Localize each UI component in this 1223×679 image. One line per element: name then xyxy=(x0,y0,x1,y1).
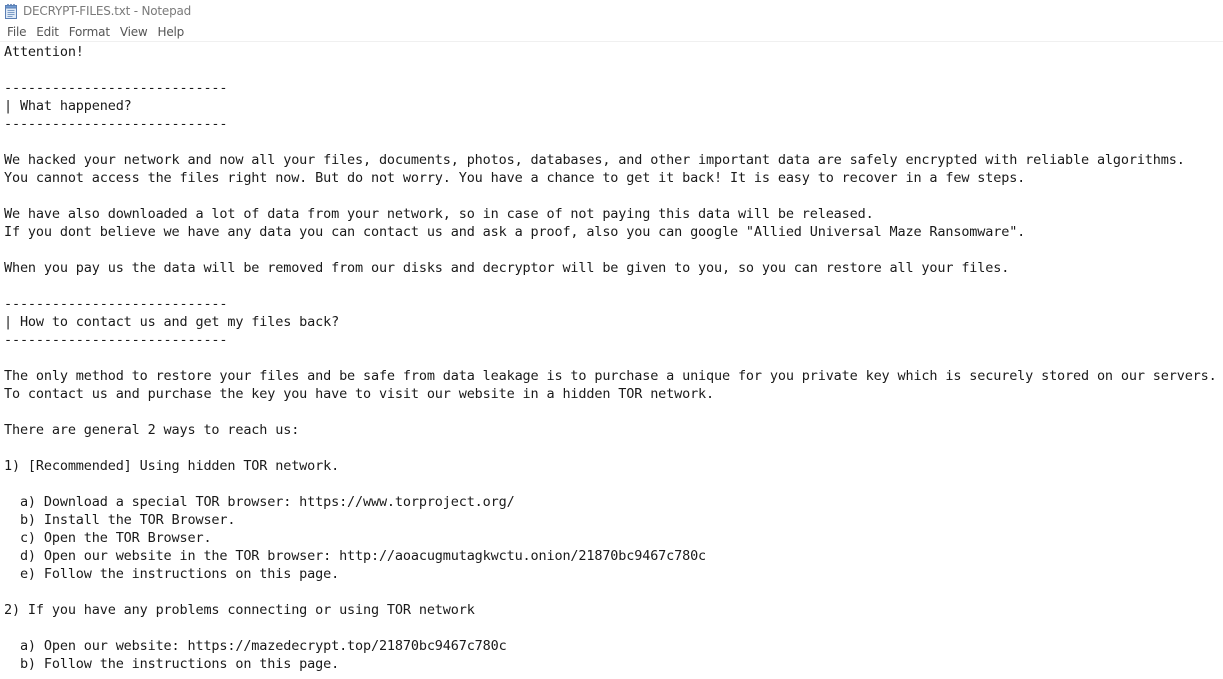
menu-edit[interactable]: Edit xyxy=(36,24,59,39)
document-line: 2) If you have any problems connecting or using TOR network xyxy=(4,602,475,618)
document-line xyxy=(4,619,1223,637)
document-line xyxy=(4,475,1223,493)
document-line: Attention! xyxy=(4,44,84,60)
document-line: d) Open our website in the TOR browser: http://aoacugmutagkwctu.onion/21870bc9467c780c xyxy=(4,548,707,564)
document-line: | How to contact us and get my files back? xyxy=(4,314,340,330)
document-line xyxy=(4,349,1223,367)
document-line: We have also downloaded a lot of data from your network, so in case of not paying this data will be released. xyxy=(4,206,874,222)
document-line xyxy=(4,133,1223,151)
document-line: ---------------------------- xyxy=(4,296,228,312)
document-line: The only method to restore your files and be safe from data leakage is to purchase a unique for you private key which is securely stored on our servers. xyxy=(4,368,1217,384)
document-line: c) Open the TOR Browser. xyxy=(4,530,212,546)
menu-file[interactable]: File xyxy=(7,24,27,39)
document-line: e) Follow the instructions on this page. xyxy=(4,566,340,582)
document-text[interactable] xyxy=(0,42,1223,673)
text-editor-area[interactable] xyxy=(0,42,1223,679)
document-line: a) Download a special TOR browser: https://www.torproject.org/ xyxy=(4,494,515,510)
window-title: DECRYPT-FILES.txt - Notepad xyxy=(23,4,192,18)
document-line: | What happened? xyxy=(4,98,132,114)
document-line: If you dont believe we have any data you can contact us and ask a proof, also you can google "Allied Universal Maze Ransomware". xyxy=(4,224,1026,240)
document-line: ---------------------------- xyxy=(4,80,228,96)
document-line: To contact us and purchase the key you have to visit our website in a hidden TOR network. xyxy=(4,386,715,402)
menu-format[interactable]: Format xyxy=(68,24,110,39)
document-line xyxy=(4,187,1223,205)
document-line: ---------------------------- xyxy=(4,332,228,348)
notepad-icon xyxy=(4,3,18,19)
document-line: ---------------------------- xyxy=(4,116,228,132)
menu-help[interactable]: Help xyxy=(157,24,185,39)
menu-view[interactable]: View xyxy=(119,24,148,39)
document-line xyxy=(4,277,1223,295)
document-line xyxy=(4,583,1223,601)
title-bar[interactable] xyxy=(0,0,1223,22)
document-line: b) Install the TOR Browser. xyxy=(4,512,236,528)
document-line: 1) [Recommended] Using hidden TOR network. xyxy=(4,458,340,474)
document-line: There are general 2 ways to reach us: xyxy=(4,422,300,438)
document-line: We hacked your network and now all your files, documents, photos, databases, and other important data are safely encrypted with reliable algorithms. xyxy=(4,152,1185,168)
document-line xyxy=(4,439,1223,457)
document-line xyxy=(4,241,1223,259)
menu-bar xyxy=(0,22,1223,42)
document-line xyxy=(4,61,1223,79)
document-line xyxy=(4,403,1223,421)
document-line: b) Follow the instructions on this page. xyxy=(4,656,340,672)
document-line: a) Open our website: https://mazedecrypt.top/21870bc9467c780c xyxy=(4,638,507,654)
document-line: When you pay us the data will be removed from our disks and decryptor will be given to you, so you can restore all your files. xyxy=(4,260,1010,276)
document-line: You cannot access the files right now. But do not worry. You have a chance to get it back! It is easy to recover in a few steps. xyxy=(4,170,1026,186)
